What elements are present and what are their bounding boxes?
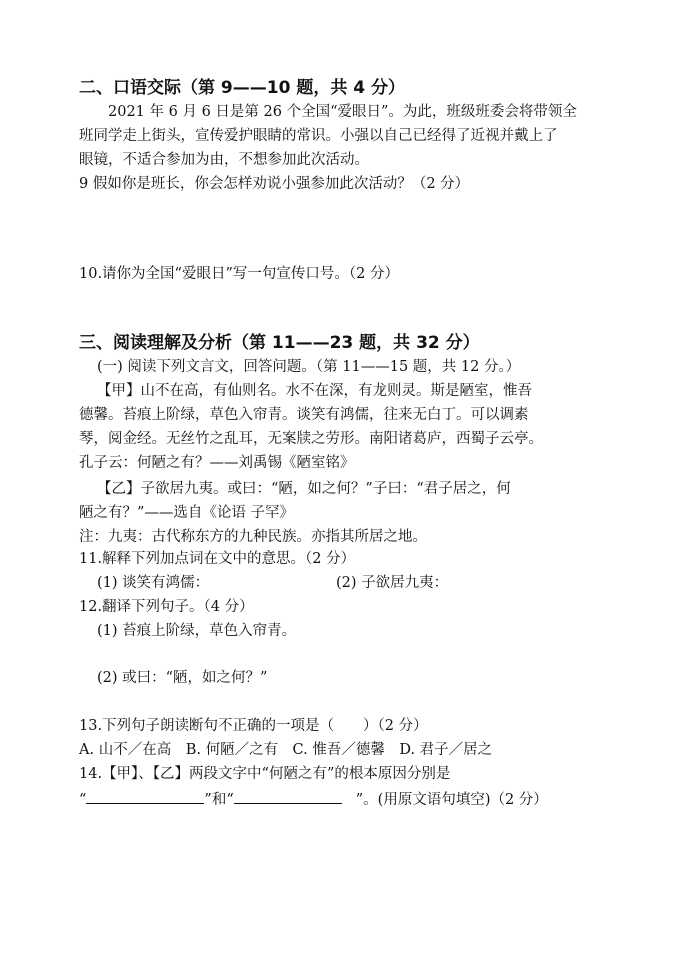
question-11-item-1: (1) 谈笑有鸿儒： xyxy=(97,575,210,591)
passage-yi-line-2: 陋之有？”——选自《论语 子罕》 xyxy=(79,505,295,521)
question-12: 12.翻译下列句子。（4 分） xyxy=(79,599,254,615)
section-3-heading: 三、阅读理解及分析（第 11——23 题，共 32 分） xyxy=(79,333,480,353)
question-11-item-2: (2) 子欲居九夷： xyxy=(336,575,449,591)
answer-blank-2[interactable] xyxy=(234,789,342,804)
question-11: 11.解释下列加点词在文中的意思。（2 分） xyxy=(79,551,356,567)
section-2-para-line-2: 班同学走上街头，宣传爱护眼睛的常识。小强以自己已经得了近视并戴上了 xyxy=(79,128,558,144)
passage-jia-line-3: 琴，阅金经。无丝竹之乱耳，无案牍之劳形。南阳诸葛庐，西蜀子云亭。 xyxy=(79,431,543,447)
section-2-para-line-1: 2021 年 6 月 6 日是第 26 个全国“爱眼日”。为此，班级班委会将带领全 xyxy=(108,104,577,120)
question-12-item-1: (1) 苔痕上阶绿，草色入帘青。 xyxy=(97,623,297,639)
section-2-heading: 二、口语交际（第 9——10 题，共 4 分） xyxy=(79,78,405,98)
passage-jia-line-2: 德馨。苔痕上阶绿，草色入帘青。谈笑有鸿儒，往来无白丁。可以调素 xyxy=(79,407,529,423)
middle-quote: ”和“ xyxy=(204,792,234,808)
question-12-item-2: (2) 或曰：“陋，如之何？” xyxy=(97,670,268,686)
section-2-para-line-3: 眼镜，不适合参加为由，不想参加此次活动。 xyxy=(79,152,369,168)
passage-yi-line-1: 【乙】子欲居九夷。或曰：“陋，如之何？”子曰：“君子居之，何 xyxy=(97,481,511,497)
open-quote: “ xyxy=(79,792,87,808)
question-14: 14.【甲】、【乙】两段文字中“何陋之有”的根本原因分别是 xyxy=(79,766,451,782)
answer-blank-1[interactable] xyxy=(86,789,204,804)
closing-text: ”。(用原文语句填空)（2 分） xyxy=(355,792,548,808)
question-14-answer-line xyxy=(79,789,548,810)
passage-jia-line-4: 孔子云：何陋之有？——刘禹锡《陋室铭》 xyxy=(79,455,355,471)
question-13: 13.下列句子朗读断句不正确的一项是（ ）（2 分） xyxy=(79,718,428,734)
question-9: 9 假如你是班长，你会怎样劝说小强参加此次活动？（2 分） xyxy=(79,176,470,192)
section-3-subheading: (一) 阅读下列文言文，回答问题。（第 11——15 题，共 12 分。） xyxy=(97,359,521,375)
passage-jia-line-1: 【甲】山不在高，有仙则名。水不在深，有龙则灵。斯是陋室，惟吾 xyxy=(97,383,532,399)
annotation-note: 注：九夷：古代称东方的九种民族。亦指其所居之地。 xyxy=(79,529,427,545)
question-10: 10.请你为全国“爱眼日”写一句宣传口号。（2 分） xyxy=(79,266,399,282)
question-13-options: A. 山不／在高 B. 何陋／之有 C. 惟吾／德馨 D. 君子／居之 xyxy=(79,742,493,758)
